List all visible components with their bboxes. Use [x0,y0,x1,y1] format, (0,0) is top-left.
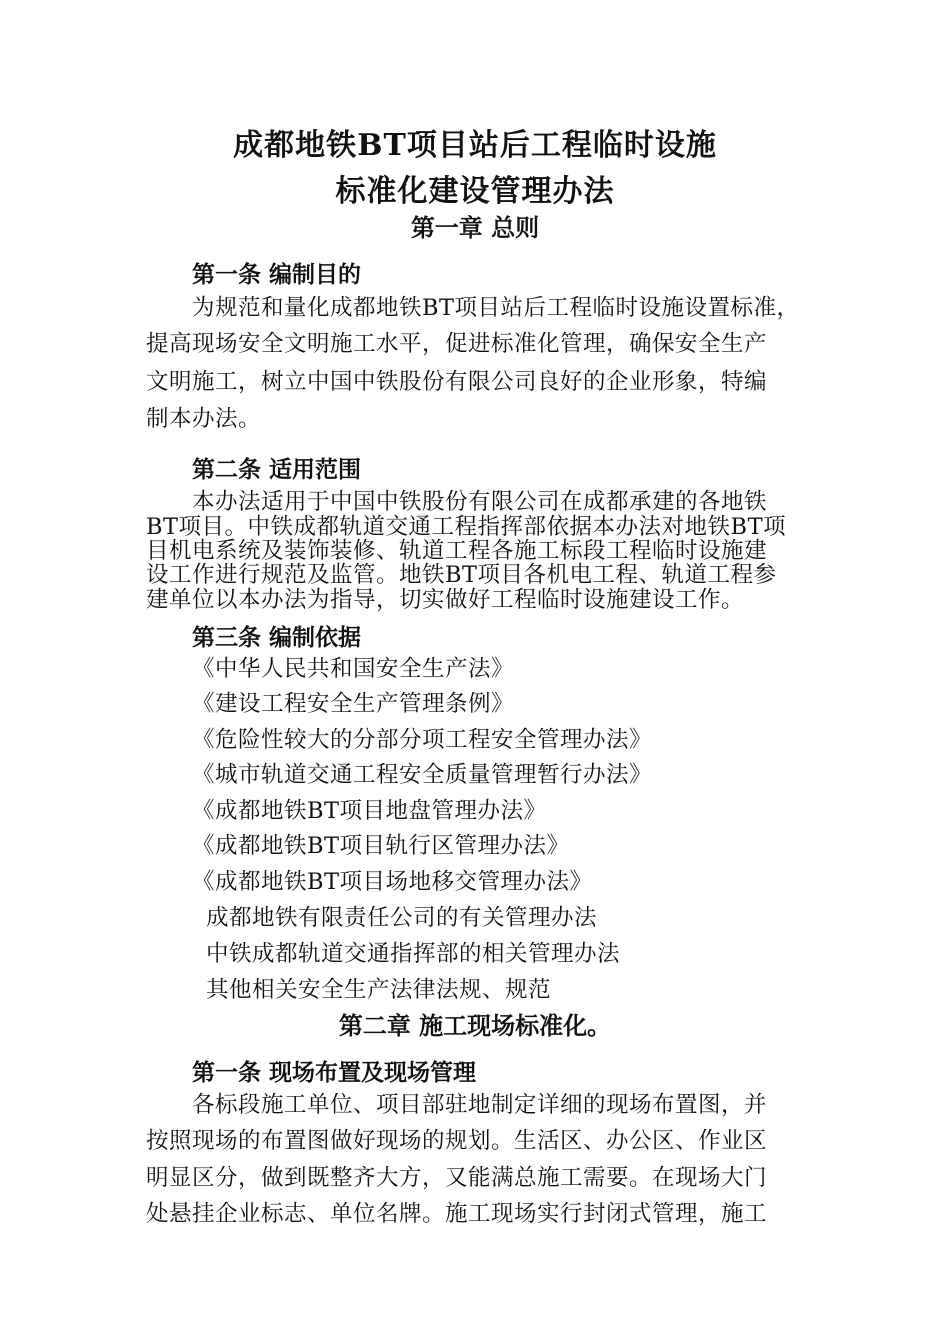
article-2-line: 本办法适用于中国中铁股份有限公司在成都承建的各地铁 [192,489,768,515]
article-1-line: 制本办法。 [146,406,262,432]
reference-item: 《成都地铁BT项目地盘管理办法》 [192,798,547,824]
article-2-line: 建单位以本办法为指导，切实做好工程临时设施建设工作。 [146,587,745,613]
reference-item: 《成都地铁BT项目场地移交管理办法》 [192,869,593,895]
reference-item: 其他相关安全生产法律法规、规范 [206,977,552,1003]
reference-item: 《危险性较大的分部分项工程安全管理办法》 [192,727,653,753]
article-2-line: 设工作进行规范及监管。地铁BT项目各机电工程、轨道工程参 [146,562,777,588]
reference-item: 《成都地铁BT项目轨行区管理办法》 [192,833,570,859]
chapter-2-article-1-heading: 第一条 现场布置及现场管理 [192,1059,477,1086]
article-1-line: 为规范和量化成都地铁BT项目站后工程临时设施设置标准， [192,295,800,321]
reference-item: 《建设工程安全生产管理条例》 [192,691,515,717]
reference-item: 《城市轨道交通工程安全质量管理暂行办法》 [192,762,653,788]
chapter-2-article-1-line: 各标段施工单位、项目部驻地制定详细的现场布置图，并 [192,1092,768,1118]
article-1-heading: 第一条 编制目的 [192,261,362,288]
article-1-line: 提高现场安全文明施工水平，促进标准化管理，确保安全生产 [146,331,768,357]
article-3-heading: 第三条 编制依据 [192,624,362,651]
reference-item: 成都地铁有限责任公司的有关管理办法 [206,905,598,931]
article-1-line: 文明施工，树立中国中铁股份有限公司良好的企业形象，特编 [146,369,768,395]
chapter-2-article-1-line: 处悬挂企业标志、单位名牌。施工现场实行封闭式管理，施工 [146,1201,768,1227]
reference-item: 《中华人民共和国安全生产法》 [192,656,515,682]
chapter-2-article-1-line: 按照现场的布置图做好现场的规划。生活区、办公区、作业区 [146,1128,768,1154]
article-2-line: 目机电系统及装饰装修、轨道工程各施工标段工程临时设施建 [146,538,768,564]
article-2-line: BT项目。中铁成都轨道交通工程指挥部依据本办法对地铁BT项 [146,514,787,540]
chapter-2-heading: 第二章 施工现场标准化。 [338,1011,612,1040]
document-title-line-2: 标准化建设管理办法 [335,174,615,209]
chapter-2-article-1-line: 明显区分，做到既整齐大方，又能满总施工需要。在现场大门 [146,1165,768,1191]
article-2-heading: 第二条 适用范围 [192,456,362,483]
reference-item: 中铁成都轨道交通指挥部的相关管理办法 [206,941,621,967]
chapter-1-heading: 第一章 总则 [410,213,540,242]
document-title-line-1: 成都地铁BT项目站后工程临时设施 [233,128,717,163]
